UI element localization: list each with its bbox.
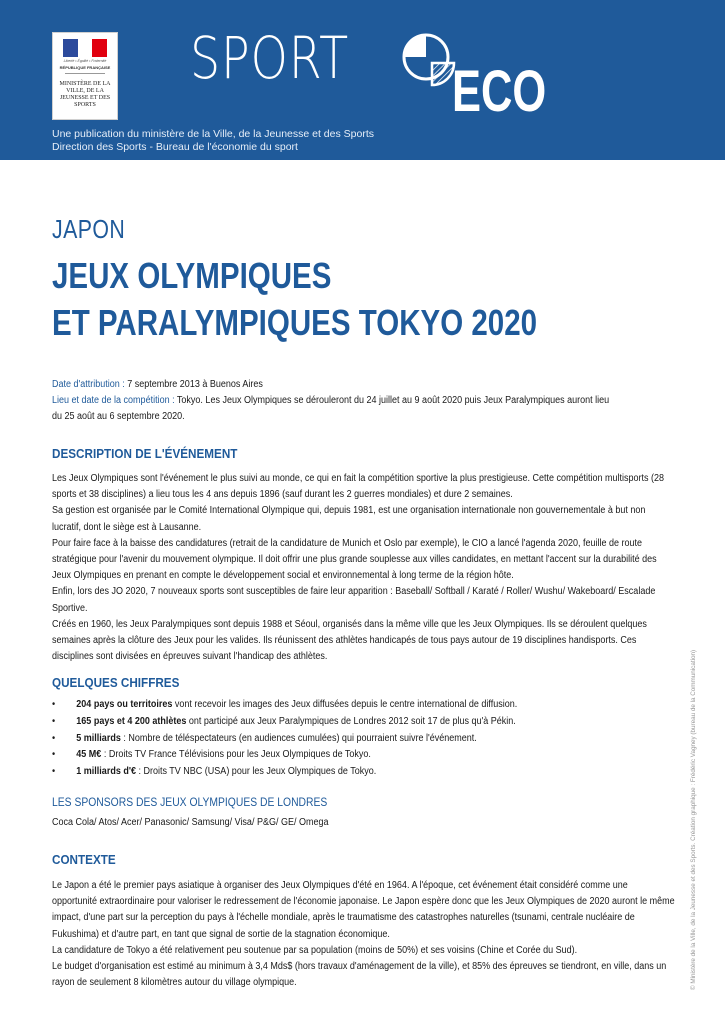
- header-banner: [0, 0, 725, 160]
- credit-text: © Ministère de la Ville, de la Jeunesse et des Sports. Création graphique : Frédéric Vagney (bureau de la Communication): [690, 649, 697, 990]
- brand-eco-text: ECO: [452, 59, 547, 124]
- figure-text: ont participé aux Jeux Paralympiques de Londres 2012 soit 17 de plus qu'à Pékin.: [186, 715, 516, 727]
- figures-heading: QUELQUES CHIFFRES: [52, 675, 180, 690]
- attribution-date: [52, 377, 619, 393]
- sponsors-heading: LES SPONSORS DES JEUX OLYMPIQUES DE LONDRES: [52, 797, 328, 809]
- description-paragraph: Sa gestion est organisée par le Comité International Olympique qui, depuis 1981, est une organisation internationale non gouvernementale à but non lucratif, dont le siège est à Lausanne.: [52, 505, 646, 533]
- marianne-logo: [52, 32, 118, 120]
- flag-icon: [63, 39, 107, 57]
- figure-text: : Nombre de téléspectateurs (en audiences cumulées) qui pourraient suivre l'événement.: [120, 732, 477, 744]
- figure-value: 1 milliards d'€: [76, 766, 136, 778]
- event-meta: [52, 377, 619, 425]
- description-paragraph: Pour faire face à la baisse des candidatures (retrait de la candidature de Munich et Oslo par exemple), le CIO a lancé l'agenda 2020, feuille de route stratégique pour l'avenir du mouvement olympique. Il doit offrir une plus grande souplesse aux villes candidates, en mettant l'accent sur la durabilité des Jeux Olympiques en prenant en compte le développement social et environnemental à long terme de la région hôte.: [52, 537, 657, 582]
- list-item: [52, 764, 646, 781]
- figure-text: : Droits TV France Télévisions pour les Jeux Olympiques de Tokyo.: [101, 749, 371, 761]
- figure-value: 204 pays ou territoires: [76, 699, 173, 710]
- brand-sport-text: SPORT: [190, 24, 350, 92]
- vertical-credit: [686, 649, 706, 990]
- title-line-1: JEUX OLYMPIQUES: [52, 255, 332, 296]
- country-label: JAPON: [52, 214, 126, 244]
- context-paragraph: Le budget d'organisation est estimé au minimum à 3,4 Mds$ (hors travaux d'aménagement de la ville), et 85% des épreuves se tiendront, en ville, dans un rayon de seulement 8 kilomètres autour du village olympique.: [52, 961, 667, 989]
- context-paragraph: Le Japon a été le premier pays asiatique à organiser des Jeux Olympiques d'été en 1964. A l'époque, cet événement était considéré comme une opportunité extraordinaire pour valoriser le redressement de l'économie japonaise. Le Japon espère donc que les Jeux Olympiques de 2020 auront le même impact, d'une part sur la perception du pays à l'échelle mondiale, après le traumatisme des catastrophes naturelles (tsunami, centrale nucléaire de Fukushima) et d'autre part, en tant que signal de sortie de la stagnation économique.: [52, 880, 675, 940]
- description-paragraph: Enfin, lors des JO 2020, 7 nouveaux sports sont susceptibles de faire leur apparition : Baseball/ Softball / Karaté / Roller/ Wushu/ Wakeboard/ Escalade Sportive.: [52, 586, 656, 614]
- list-item: [52, 747, 646, 764]
- ministry-name: MINISTÈRE DE LA VILLE, DE LA JEUNESSE ET DES SPORTS: [59, 81, 111, 108]
- publication-line-2: Direction des Sports - Bureau de l'économie du sport: [52, 141, 298, 153]
- figure-text: : Droits TV NBC (USA) pour les Jeux Olympiques de Tokyo.: [135, 766, 377, 778]
- competition-venue-value: Tokyo. Les Jeux Olympiques se dérouleront du 24 juillet au 9 août 2020 puis Jeux Paralympiques auront lieu du 25 août au 6 septembre 2020.: [52, 395, 610, 422]
- page-title: [52, 252, 537, 346]
- republic-motto: Liberté • Égalité • Fraternité: [63, 59, 107, 63]
- description-paragraph: Créés en 1960, les Jeux Paralympiques sont depuis 1988 et Séoul, organisés dans la même ville que les Jeux Olympiques. Ils se déroulent quelques semaines après la clôture des Jeux pour les valides. Ils réunissent des athlètes handicapés de tous pays autour de 19 disciplines handisports. Ces disciplines sont divisées en épreuves suivant l'handicap des athlètes.: [52, 618, 647, 663]
- list-item: [52, 714, 646, 731]
- pie-chart-icon: [402, 27, 456, 99]
- logo-divider: [65, 73, 105, 74]
- description-paragraph: Les Jeux Olympiques sont l'événement le plus suivi au monde, ce qui en fait la compétition sportive la plus prestigieuse. Cette compétition multisports (28 sports et 38 disciplines) a lieu tous les 4 ans depuis 1896 (sauf durant les 2 guerres mondiales) et dure 2 semaines.: [52, 473, 665, 501]
- republic-name: RÉPUBLIQUE FRANÇAISE: [59, 65, 111, 70]
- figures-list: [52, 697, 646, 781]
- attribution-date-value: 7 septembre 2013 à Buenos Aires: [124, 379, 263, 390]
- figure-value: 45 M€: [76, 749, 102, 761]
- figure-text: vont recevoir les images des Jeux diffusées depuis le centre international de diffusion.: [172, 699, 518, 710]
- figure-value: 5 milliards: [76, 732, 121, 744]
- context-paragraph: La candidature de Tokyo a été relativement peu soutenue par sa population (moins de 50%) et ses voisins (Chine et Corée du Sud).: [52, 944, 578, 956]
- title-line-2: ET PARALYMPIQUES TOKYO 2020: [52, 302, 538, 343]
- list-item: [52, 731, 646, 748]
- sponsors-list: Coca Cola/ Atos/ Acer/ Panasonic/ Samsung/ Visa/ P&G/ GE/ Omega: [52, 817, 329, 828]
- context-body: [52, 878, 675, 991]
- competition-venue: [52, 393, 619, 425]
- attribution-date-label: Date d'attribution :: [52, 379, 125, 390]
- competition-venue-label: Lieu et date de la compétition :: [52, 395, 175, 406]
- list-item: [52, 697, 646, 714]
- publication-line-1: Une publication du ministère de la Ville, de la Jeunesse et des Sports: [52, 128, 374, 140]
- publication-info: [52, 128, 374, 154]
- context-heading: CONTEXTE: [52, 852, 116, 867]
- description-heading: DESCRIPTION DE L'ÉVÉNEMENT: [52, 446, 238, 461]
- figure-value: 165 pays et 4 200 athlètes: [76, 715, 187, 727]
- description-body: [52, 471, 675, 665]
